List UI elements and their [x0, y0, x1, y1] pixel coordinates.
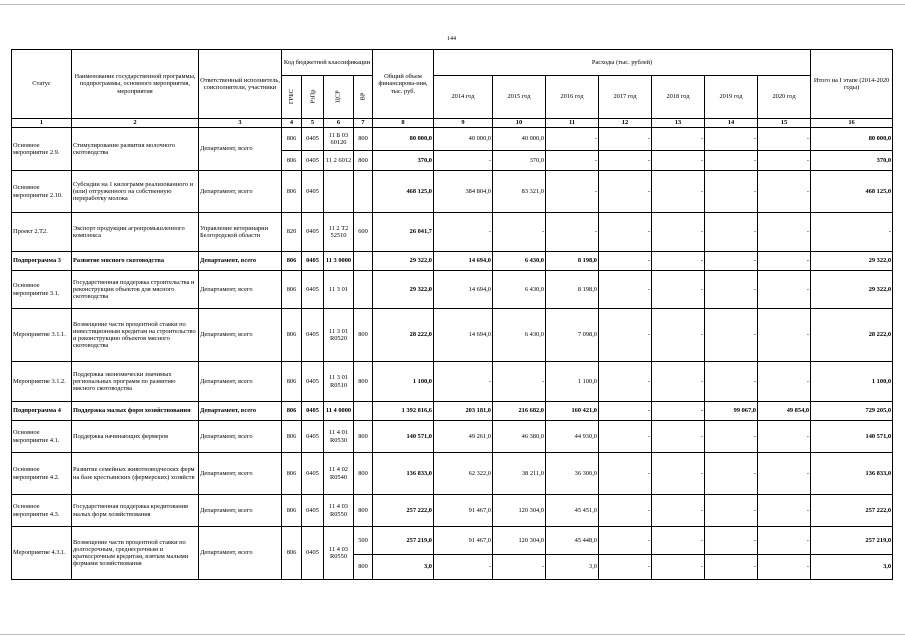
year-value-cell: 38 211,0	[493, 453, 546, 495]
header-vr: ВР	[354, 76, 373, 119]
responsible-cell: Департамент, всего	[199, 362, 282, 402]
year-value-cell: 120 304,0	[493, 527, 546, 555]
year-value-cell: -	[705, 421, 758, 453]
year-value-cell: -	[652, 171, 705, 213]
year-value-cell: -	[652, 128, 705, 151]
total-cell: 370,0	[373, 151, 434, 171]
year-value-cell: 14 694,0	[434, 271, 493, 309]
table-row	[12, 527, 893, 555]
year-value-cell: -	[652, 453, 705, 495]
name-cell: Экспорт продукции агропромышленного комплекса	[72, 213, 199, 252]
header-budget-code: Код бюджетной классификации	[282, 50, 373, 76]
year-value-cell: -	[652, 151, 705, 171]
itogo-cell: 28 222,0	[811, 309, 893, 362]
col-num: 5	[302, 119, 324, 128]
year-value-cell: -	[705, 151, 758, 171]
status-cell: Основное мероприятие 3.1.	[12, 271, 72, 309]
name-cell: Поддержка малых форм хозяйствования	[72, 402, 199, 421]
year-value-cell: -	[599, 271, 652, 309]
rzpr-cell: 0405	[302, 252, 324, 271]
total-cell: 136 833,0	[373, 453, 434, 495]
responsible-cell: Департамент, всего	[199, 128, 282, 171]
year-value-cell: -	[599, 362, 652, 402]
table-row	[12, 252, 893, 271]
total-cell: 1 100,0	[373, 362, 434, 402]
status-cell: Подпрограмма 3	[12, 252, 72, 271]
vr-cell: 500	[354, 527, 373, 555]
table-row	[12, 128, 893, 151]
year-value-cell: -	[758, 555, 811, 580]
total-cell: 29 322,0	[373, 252, 434, 271]
table-body	[12, 119, 893, 580]
col-num: 15	[758, 119, 811, 128]
year-value-cell: -	[599, 151, 652, 171]
year-value-cell: -	[705, 128, 758, 151]
header-year-2020: 2020 год	[758, 76, 811, 119]
header-itogo: Итого на I этапе (2014-2020 годы)	[811, 50, 893, 119]
itogo-cell: 140 571,0	[811, 421, 893, 453]
year-value-cell: -	[546, 213, 599, 252]
vr-cell	[354, 171, 373, 213]
rzpr-cell: 0405	[302, 151, 324, 171]
year-value-cell: -	[599, 421, 652, 453]
csr-cell: 11 3 01 R0520	[324, 309, 354, 362]
col-num: 14	[705, 119, 758, 128]
rzpr-cell: 0405	[302, 527, 324, 580]
year-value-cell: 6 430,0	[493, 252, 546, 271]
name-cell: Возмещение части процентной ставки по долгосрочным, среднесрочным и краткосрочным кредитам, взятым малыми формами хозяйствования	[72, 527, 199, 580]
year-value-cell: 45 451,0	[546, 495, 599, 527]
vr-cell: 800	[354, 555, 373, 580]
year-value-cell: -	[652, 252, 705, 271]
grbs-cell: 820	[282, 213, 302, 252]
vr-cell	[354, 271, 373, 309]
budget-table	[11, 49, 893, 580]
col-num: 16	[811, 119, 893, 128]
name-cell: Государственная поддержка кредитования малых форм хозяйствования	[72, 495, 199, 527]
col-num: 9	[434, 119, 493, 128]
year-value-cell: 7 098,0	[546, 309, 599, 362]
total-cell: 257 219,0	[373, 527, 434, 555]
name-cell: Субсидии на 1 килограмм реализованного и (или) отгруженного на собственную переработку молока	[72, 171, 199, 213]
rzpr-cell: 0405	[302, 271, 324, 309]
year-value-cell: -	[434, 555, 493, 580]
year-value-cell: 49 854,0	[758, 402, 811, 421]
name-cell: Возмещение части процентной ставки по инвестиционным кредитам на строительство и реконструкцию объектов мясного скотоводства	[72, 309, 199, 362]
csr-cell: 11 4 03 R0550	[324, 527, 354, 580]
year-value-cell: -	[652, 402, 705, 421]
year-value-cell: -	[705, 213, 758, 252]
year-value-cell: 91 467,0	[434, 495, 493, 527]
year-value-cell: -	[652, 527, 705, 555]
col-num: 4	[282, 119, 302, 128]
responsible-cell: Департамент, всего	[199, 495, 282, 527]
itogo-cell: 729 205,0	[811, 402, 893, 421]
year-value-cell: -	[652, 213, 705, 252]
itogo-cell: 370,0	[811, 151, 893, 171]
rzpr-cell: 0405	[302, 213, 324, 252]
year-value-cell: -	[434, 362, 493, 402]
header-responsible: Ответственный исполнитель, соисполнители, участники	[199, 50, 282, 119]
col-num: 11	[546, 119, 599, 128]
year-value-cell: 40 000,0	[493, 128, 546, 151]
responsible-cell: Департамент, всего	[199, 309, 282, 362]
grbs-cell: 806	[282, 527, 302, 580]
year-value-cell: -	[493, 555, 546, 580]
year-value-cell: 83 321,0	[493, 171, 546, 213]
header-rzpr: РзПр	[302, 76, 324, 119]
year-value-cell: -	[546, 151, 599, 171]
header-expenses: Расходы (тыс. рублей)	[434, 50, 811, 76]
status-cell: Мероприятие 3.1.2.	[12, 362, 72, 402]
name-cell: Поддержка экономически значимых региональных программ по развитию мясного скотоводства	[72, 362, 199, 402]
year-value-cell: -	[599, 527, 652, 555]
grbs-cell: 806	[282, 128, 302, 151]
year-value-cell: -	[652, 362, 705, 402]
status-cell: Основное мероприятие 4.3.	[12, 495, 72, 527]
year-value-cell: -	[758, 495, 811, 527]
name-cell: Развитие мясного скотоводства	[72, 252, 199, 271]
responsible-cell: Департамент, всего	[199, 453, 282, 495]
year-value-cell: -	[434, 151, 493, 171]
col-num: 8	[373, 119, 434, 128]
col-num: 13	[652, 119, 705, 128]
itogo-cell: -	[811, 213, 893, 252]
col-num: 2	[72, 119, 199, 128]
year-value-cell: -	[705, 495, 758, 527]
table-row	[12, 402, 893, 421]
vr-cell	[354, 252, 373, 271]
year-value-cell: -	[599, 171, 652, 213]
year-value-cell: -	[493, 213, 546, 252]
year-value-cell: 14 694,0	[434, 252, 493, 271]
year-value-cell: -	[758, 151, 811, 171]
year-value-cell: -	[758, 421, 811, 453]
year-value-cell: -	[705, 555, 758, 580]
csr-cell: 11 4 0000	[324, 402, 354, 421]
header-total-volume: Общий объем финансирова-ния, тыс. руб.	[373, 50, 434, 119]
total-cell: 26 041,7	[373, 213, 434, 252]
scan-bottom-line	[0, 634, 905, 635]
vr-cell	[354, 402, 373, 421]
vr-cell: 600	[354, 213, 373, 252]
name-cell: Развитие семейных животноводческих ферм на базе крестьянских (фермерских) хозяйств	[72, 453, 199, 495]
csr-cell: 11 2 6012	[324, 151, 354, 171]
itogo-cell: 257 222,0	[811, 495, 893, 527]
vr-cell: 800	[354, 128, 373, 151]
total-cell: 468 125,0	[373, 171, 434, 213]
year-value-cell: -	[652, 421, 705, 453]
col-num: 6	[324, 119, 354, 128]
csr-cell	[324, 171, 354, 213]
grbs-cell: 806	[282, 495, 302, 527]
status-cell: Мероприятие 4.3.1.	[12, 527, 72, 580]
year-value-cell: -	[652, 555, 705, 580]
year-value-cell: 1 100,0	[546, 362, 599, 402]
csr-cell: 11 4 01 R0530	[324, 421, 354, 453]
year-value-cell: -	[705, 453, 758, 495]
col-num: 12	[599, 119, 652, 128]
year-value-cell: 44 930,0	[546, 421, 599, 453]
rzpr-cell: 0405	[302, 171, 324, 213]
table-row	[12, 362, 893, 402]
year-value-cell: -	[758, 271, 811, 309]
itogo-cell: 257 219,0	[811, 527, 893, 555]
vr-cell: 800	[354, 309, 373, 362]
year-value-cell: -	[599, 128, 652, 151]
csr-cell: 11 2 Т2 52510	[324, 213, 354, 252]
rzpr-cell: 0405	[302, 421, 324, 453]
year-value-cell: 36 300,0	[546, 453, 599, 495]
grbs-cell: 806	[282, 421, 302, 453]
rzpr-cell: 0405	[302, 495, 324, 527]
csr-cell: 11 4 02 R0540	[324, 453, 354, 495]
status-cell: Проект 2.Т2.	[12, 213, 72, 252]
table-row	[12, 171, 893, 213]
total-cell: 3,0	[373, 555, 434, 580]
year-value-cell: -	[546, 128, 599, 151]
grbs-cell: 806	[282, 309, 302, 362]
status-cell: Основное мероприятие 4.2.	[12, 453, 72, 495]
status-cell: Мероприятие 3.1.1.	[12, 309, 72, 362]
responsible-cell: Департамент, всего	[199, 527, 282, 580]
total-cell: 140 571,0	[373, 421, 434, 453]
total-cell: 1 392 816,6	[373, 402, 434, 421]
csr-cell: 11 3 01 R0510	[324, 362, 354, 402]
csr-cell: 11 4 03 R0550	[324, 495, 354, 527]
responsible-cell: Департамент, всего	[199, 402, 282, 421]
itogo-cell: 29 322,0	[811, 271, 893, 309]
year-value-cell: -	[434, 213, 493, 252]
table-row	[12, 271, 893, 309]
year-value-cell: -	[758, 213, 811, 252]
year-value-cell: -	[758, 128, 811, 151]
year-value-cell: 216 682,0	[493, 402, 546, 421]
year-value-cell: -	[599, 213, 652, 252]
status-cell: Подпрограмма 4	[12, 402, 72, 421]
col-num: 1	[12, 119, 72, 128]
year-value-cell: -	[652, 309, 705, 362]
rzpr-cell: 0405	[302, 402, 324, 421]
itogo-cell: 29 322,0	[811, 252, 893, 271]
year-value-cell: 203 181,0	[434, 402, 493, 421]
column-number-row	[12, 119, 893, 128]
col-num: 10	[493, 119, 546, 128]
year-value-cell: 8 198,0	[546, 271, 599, 309]
year-value-cell: -	[705, 527, 758, 555]
year-value-cell: 3,0	[546, 555, 599, 580]
total-cell: 257 222,0	[373, 495, 434, 527]
grbs-cell: 806	[282, 252, 302, 271]
table-row	[12, 495, 893, 527]
col-num: 7	[354, 119, 373, 128]
status-cell: Основное мероприятие 2.9.	[12, 128, 72, 171]
vr-cell: 800	[354, 495, 373, 527]
table-row	[12, 421, 893, 453]
responsible-cell: Департамент, всего	[199, 171, 282, 213]
year-value-cell: 160 421,0	[546, 402, 599, 421]
scan-top-line	[0, 4, 905, 5]
year-value-cell: -	[705, 171, 758, 213]
year-value-cell: 45 448,0	[546, 527, 599, 555]
year-value-cell: -	[546, 171, 599, 213]
vr-cell: 800	[354, 362, 373, 402]
year-value-cell: 49 261,0	[434, 421, 493, 453]
header-year-2016: 2016 год	[546, 76, 599, 119]
year-value-cell: 99 067,0	[705, 402, 758, 421]
rzpr-cell: 0405	[302, 453, 324, 495]
grbs-cell: 806	[282, 271, 302, 309]
itogo-cell: 1 100,0	[811, 362, 893, 402]
year-value-cell: 384 804,0	[434, 171, 493, 213]
name-cell: Поддержка начинающих фермеров	[72, 421, 199, 453]
year-value-cell: 40 000,0	[434, 128, 493, 151]
year-value-cell: -	[758, 309, 811, 362]
rzpr-cell: 0405	[302, 362, 324, 402]
table-row	[12, 213, 893, 252]
year-value-cell: -	[758, 252, 811, 271]
grbs-cell: 806	[282, 171, 302, 213]
responsible-cell: Департамент, всего	[199, 271, 282, 309]
header-year-2018: 2018 год	[652, 76, 705, 119]
header-name: Наименование государственной программы, подпрограммы, основного мероприятия, мероприятия	[72, 50, 199, 119]
year-value-cell: -	[599, 402, 652, 421]
name-cell: Государственная поддержка строительства и реконструкции объектов для мясного скотоводства	[72, 271, 199, 309]
year-value-cell: -	[599, 309, 652, 362]
year-value-cell: -	[599, 495, 652, 527]
year-value-cell: -	[705, 271, 758, 309]
year-value-cell: 62 322,0	[434, 453, 493, 495]
year-value-cell: -	[652, 495, 705, 527]
year-value-cell: 6 430,0	[493, 309, 546, 362]
year-value-cell: -	[599, 555, 652, 580]
table-row	[12, 309, 893, 362]
responsible-cell: Департамент, всего	[199, 421, 282, 453]
rzpr-cell: 0405	[302, 309, 324, 362]
total-cell: 29 322,0	[373, 271, 434, 309]
itogo-cell: 136 833,0	[811, 453, 893, 495]
grbs-cell: 806	[282, 453, 302, 495]
header-csr: ЦСР	[324, 76, 354, 119]
status-cell: Основное мероприятие 2.10.	[12, 171, 72, 213]
table-row	[12, 453, 893, 495]
year-value-cell: -	[705, 362, 758, 402]
grbs-cell: 806	[282, 151, 302, 171]
year-value-cell: 46 380,0	[493, 421, 546, 453]
header-grbs: ГРБС	[282, 76, 302, 119]
year-value-cell: 120 304,0	[493, 495, 546, 527]
year-value-cell: -	[599, 453, 652, 495]
year-value-cell: -	[599, 252, 652, 271]
csr-cell: 11 Б 03 60120	[324, 128, 354, 151]
csr-cell: 11 3 01	[324, 271, 354, 309]
grbs-cell: 806	[282, 362, 302, 402]
itogo-cell: 80 000,0	[811, 128, 893, 151]
header-year-2017: 2017 год	[599, 76, 652, 119]
header-year-2014: 2014 год	[434, 76, 493, 119]
vr-cell: 800	[354, 151, 373, 171]
header-year-2015: 2015 год	[493, 76, 546, 119]
year-value-cell: 8 198,0	[546, 252, 599, 271]
total-cell: 80 000,0	[373, 128, 434, 151]
header-status: Статус	[12, 50, 72, 119]
rzpr-cell: 0405	[302, 128, 324, 151]
year-value-cell: -	[758, 362, 811, 402]
header-year-2019: 2019 год	[705, 76, 758, 119]
year-value-cell: 370,0	[493, 151, 546, 171]
itogo-cell: 468 125,0	[811, 171, 893, 213]
year-value-cell: -	[705, 309, 758, 362]
year-value-cell: 14 694,0	[434, 309, 493, 362]
responsible-cell: Управление ветеринарии Белгородской области	[199, 213, 282, 252]
col-num: 3	[199, 119, 282, 128]
csr-cell: 11 3 0000	[324, 252, 354, 271]
year-value-cell: -	[758, 171, 811, 213]
grbs-cell: 806	[282, 402, 302, 421]
vr-cell: 800	[354, 421, 373, 453]
status-cell: Основное мероприятие 4.1.	[12, 421, 72, 453]
year-value-cell: -	[493, 362, 546, 402]
total-cell: 28 222,0	[373, 309, 434, 362]
year-value-cell: -	[758, 527, 811, 555]
year-value-cell: 6 430,0	[493, 271, 546, 309]
vr-cell: 800	[354, 453, 373, 495]
year-value-cell: -	[652, 271, 705, 309]
year-value-cell: 91 467,0	[434, 527, 493, 555]
year-value-cell: -	[705, 252, 758, 271]
name-cell: Стимулирование развития молочного скотоводства	[72, 128, 199, 171]
itogo-cell: 3,0	[811, 555, 893, 580]
year-value-cell: -	[758, 453, 811, 495]
page-number: 144	[447, 36, 456, 42]
responsible-cell: Департамент, всего	[199, 252, 282, 271]
